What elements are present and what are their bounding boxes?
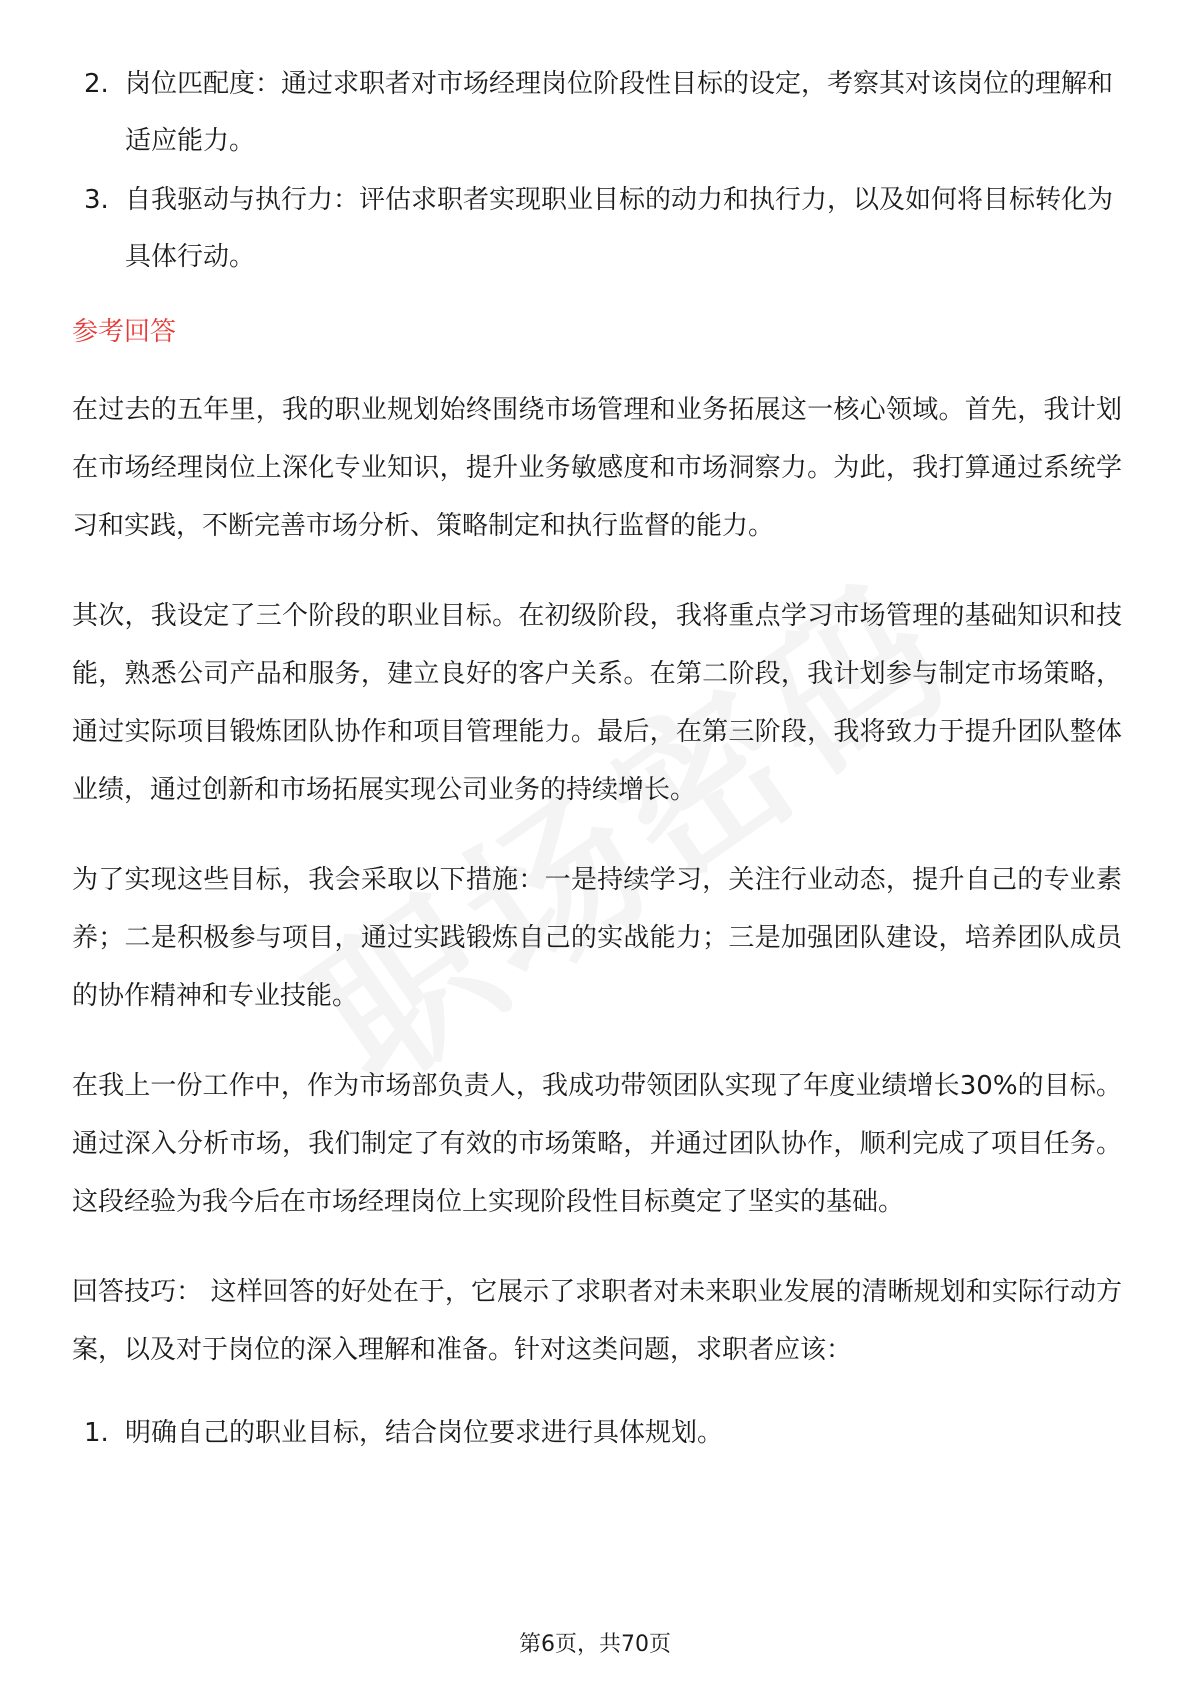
list-item-number: 3. <box>84 185 109 215</box>
reference-answer-heading: 参考回答 <box>72 317 177 347</box>
list-item-text: 岗位匹配度：通过求职者对市场经理岗位阶段性目标的设定，考察其对该岗位的理解和适应能力。 <box>125 69 1114 156</box>
list-item <box>72 56 1122 170</box>
list-item <box>72 1405 1122 1462</box>
list-item-text: 明确自己的职业目标，结合岗位要求进行具体规划。 <box>125 1418 724 1448</box>
answer-paragraph-2: 其次，我设定了三个阶段的职业目标。在初级阶段，我将重点学习市场管理的基础知识和技能，熟悉公司产品和服务，建立良好的客户关系。在第二阶段，我计划参与制定市场策略，通过实际项目锻炼团队协作和项目管理能力。最后，在第三阶段，我将致力于提升团队整体业绩，通过创新和市场拓展实现公司业务的持续增长。 <box>72 601 1122 805</box>
answer-paragraph-3: 为了实现这些目标，我会采取以下措施：一是持续学习，关注行业动态，提升自己的专业素养；二是积极参与项目，通过实践锻炼自己的实战能力；三是加强团队建设，培养团队成员的协作精神和专业技能。 <box>72 865 1122 1011</box>
answer-tips-paragraph: 回答技巧： 这样回答的好处在于，它展示了求职者对未来职业发展的清晰规划和实际行动方案，以及对于岗位的深入理解和准备。针对这类问题，求职者应该： <box>72 1277 1122 1365</box>
page-number-footer: 第6页，共70页 <box>519 1632 671 1657</box>
page-content <box>72 56 1122 1464</box>
list-item-text: 自我驱动与执行力：评估求职者实现职业目标的动力和执行力，以及如何将目标转化为具体行动。 <box>125 185 1114 272</box>
evaluation-points-list <box>72 56 1122 286</box>
list-item-number: 1. <box>84 1418 109 1448</box>
tips-list <box>72 1405 1122 1462</box>
list-item-number: 2. <box>84 69 109 99</box>
answer-paragraph-4: 在我上一份工作中，作为市场部负责人，我成功带领团队实现了年度业绩增长30%的目标。通过深入分析市场，我们制定了有效的市场策略，并通过团队协作，顺利完成了项目任务。这段经验为我今后在市场经理岗位上实现阶段性目标奠定了坚实的基础。 <box>72 1071 1122 1217</box>
answer-paragraph-1: 在过去的五年里，我的职业规划始终围绕市场管理和业务拓展这一核心领域。首先，我计划在市场经理岗位上深化专业知识，提升业务敏感度和市场洞察力。为此，我打算通过系统学习和实践，不断完善市场分析、策略制定和执行监督的能力。 <box>72 395 1122 541</box>
list-item <box>72 172 1122 286</box>
